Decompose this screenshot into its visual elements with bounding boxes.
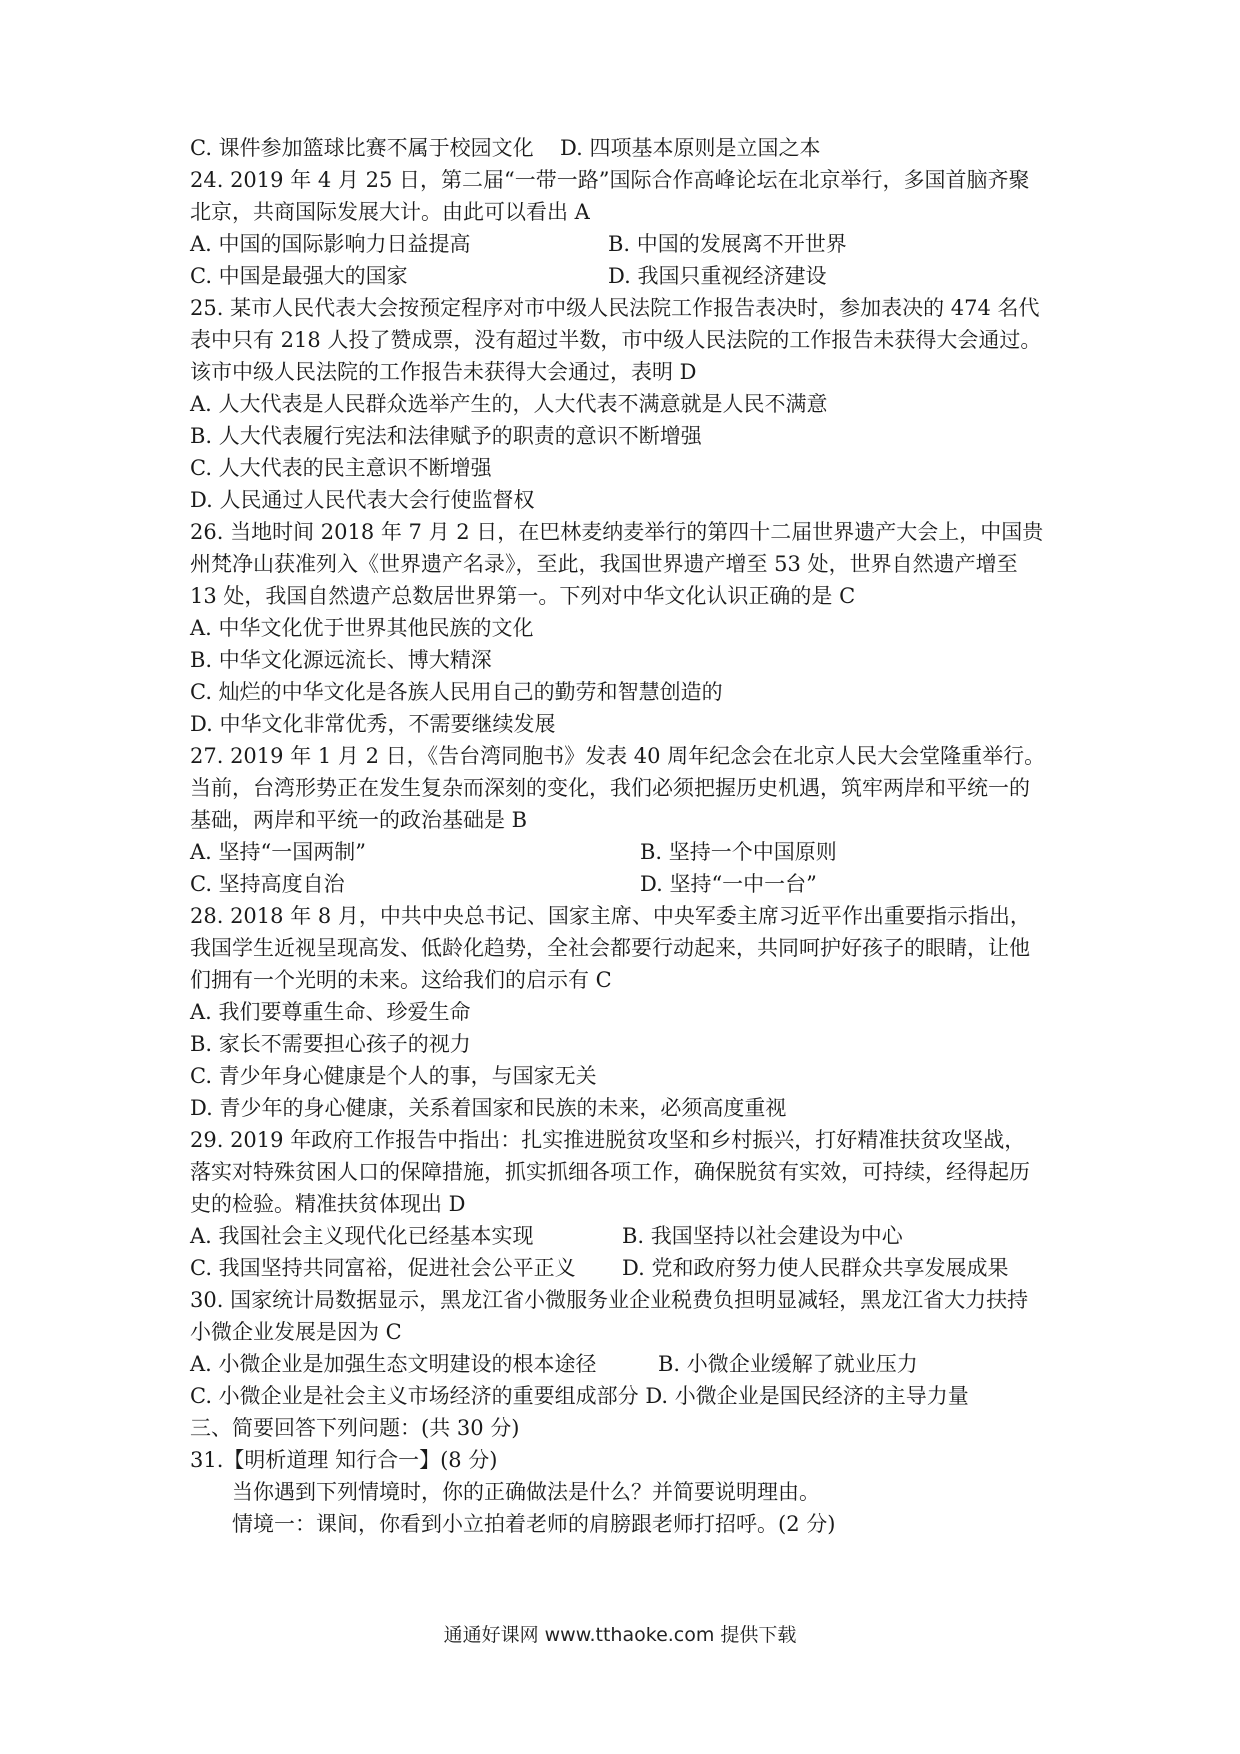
question-28-stem-cont: 们拥有一个光明的未来。这给我们的启示有 C [190,968,612,992]
section-3-heading: 三、简要回答下列问题：(共 30 分) [190,1416,520,1440]
option-d: D. 四项基本原则是立国之本 [560,136,821,160]
option-b: B. 我国坚持以社会建设为中心 [622,1224,903,1248]
footer-watermark-text: 通通好课网 www.tthaoke.com 提供下载 [443,1624,797,1646]
option-a: A. 人大代表是人民群众选举产生的，人大代表不满意就是人民不满意 [190,392,828,416]
question-25-stem: 25. 某市人民代表大会按预定程序对市中级人民法院工作报告表决时，参加表决的 474 名代 [190,296,1040,320]
q30-options-cd: C. 小微企业是社会主义市场经济的重要组成部分 D. 小微企业是国民经济的主导力量 [190,1384,969,1408]
option-a: A. 我们要尊重生命、珍爱生命 [190,1000,471,1024]
question-26-stem-cont: 州梵净山获准列入《世界遗产名录》，至此，我国世界遗产增至 53 处，世界自然遗产增至 [190,552,1018,576]
option-a: A. 中华文化优于世界其他民族的文化 [190,616,534,640]
question-31-instruction: 当你遇到下列情境时，你的正确做法是什么？并简要说明理由。 [232,1480,820,1504]
option-c: C. 人大代表的民主意识不断增强 [190,456,492,480]
question-27-stem-cont: 当前，台湾形势正在发生复杂而深刻的变化，我们必须把握历史机遇，筑牢两岸和平统一的 [190,776,1030,800]
question-29-stem: 29. 2019 年政府工作报告中指出：扎实推进脱贫攻坚和乡村振兴，打好精准扶贫攻坚战， [190,1128,1026,1152]
question-29-stem-cont: 落实对特殊贫困人口的保障措施，抓实抓细各项工作，确保脱贫有实效，可持续，经得起历 [190,1160,1030,1184]
option-b: B. 小微企业缓解了就业压力 [658,1352,918,1376]
question-30-stem: 30. 国家统计局数据显示，黑龙江省小微服务业企业税费负担明显减轻，黑龙江省大力扶持 [190,1288,1029,1312]
question-26-stem-cont: 13 处，我国自然遗产总数居世界第一。下列对中华文化认识正确的是 C [190,584,856,608]
option-d: D. 党和政府努力使人民群众共享发展成果 [622,1256,1009,1280]
question-31-scenario-1: 情境一：课间，你看到小立拍着老师的肩膀跟老师打招呼。(2 分) [232,1512,836,1536]
question-28-stem-cont: 我国学生近视呈现高发、低龄化趋势，全社会都要行动起来，共同呵护好孩子的眼睛，让他 [190,936,1030,960]
option-c: C. 中国是最强大的国家 [190,264,408,288]
question-30-stem-cont: 小微企业发展是因为 C [190,1320,402,1344]
option-b: B. 中华文化源远流长、博大精深 [190,648,492,672]
question-25-stem-cont: 表中只有 218 人投了赞成票，没有超过半数，市中级人民法院的工作报告未获得大会通过。 [190,328,1042,352]
option-c: C. 青少年身心健康是个人的事，与国家无关 [190,1064,597,1088]
question-27-stem: 27. 2019 年 1 月 2 日，《告台湾同胞书》发表 40 周年纪念会在北京人民大会堂隆重举行。 [190,744,1046,768]
option-d: D. 中华文化非常优秀，不需要继续发展 [190,712,556,736]
question-25-stem-cont: 该市中级人民法院的工作报告未获得大会通过，表明 D [190,360,697,384]
option-a: A. 小微企业是加强生态文明建设的根本途径 [190,1352,597,1376]
question-27-stem-cont: 基础，两岸和平统一的政治基础是 B [190,808,528,832]
option-c: C. 课件参加篮球比赛不属于校园文化 [190,136,534,160]
option-d: D. 坚持“一中一台” [640,872,817,896]
question-24-stem-cont: 北京，共商国际发展大计。由此可以看出 A [190,200,590,224]
option-b: B. 家长不需要担心孩子的视力 [190,1032,471,1056]
option-b: B. 坚持一个中国原则 [640,840,837,864]
option-a: A. 坚持“一国两制” [190,840,366,864]
question-29-stem-cont: 史的检验。精准扶贫体现出 D [190,1192,466,1216]
option-d: D. 我国只重视经济建设 [608,264,827,288]
option-a: A. 我国社会主义现代化已经基本实现 [190,1224,534,1248]
option-c: C. 灿烂的中华文化是各族人民用自己的勤劳和智慧创造的 [190,680,723,704]
option-d: D. 人民通过人民代表大会行使监督权 [190,488,535,512]
option-d: D. 青少年的身心健康，关系着国家和民族的未来，必须高度重视 [190,1096,787,1120]
option-b: B. 中国的发展离不开世界 [608,232,847,256]
question-26-stem: 26. 当地时间 2018 年 7 月 2 日，在巴林麦纳麦举行的第四十二届世界遗产大会上，中国贵 [190,520,1044,544]
option-c: C. 坚持高度自治 [190,872,345,896]
option-b: B. 人大代表履行宪法和法律赋予的职责的意识不断增强 [190,424,702,448]
option-c: C. 我国坚持共同富裕，促进社会公平正义 [190,1256,576,1280]
question-28-stem: 28. 2018 年 8 月，中共中央总书记、国家主席、中央军委主席习近平作出重要指示指出， [190,904,1031,928]
question-24-stem: 24. 2019 年 4 月 25 日，第二届“一带一路”国际合作高峰论坛在北京举行，多国首脑齐聚 [190,168,1030,192]
question-31-title: 31.【明析道理 知行合一】(8 分) [190,1448,498,1472]
option-a: A. 中国的国际影响力日益提高 [190,232,471,256]
